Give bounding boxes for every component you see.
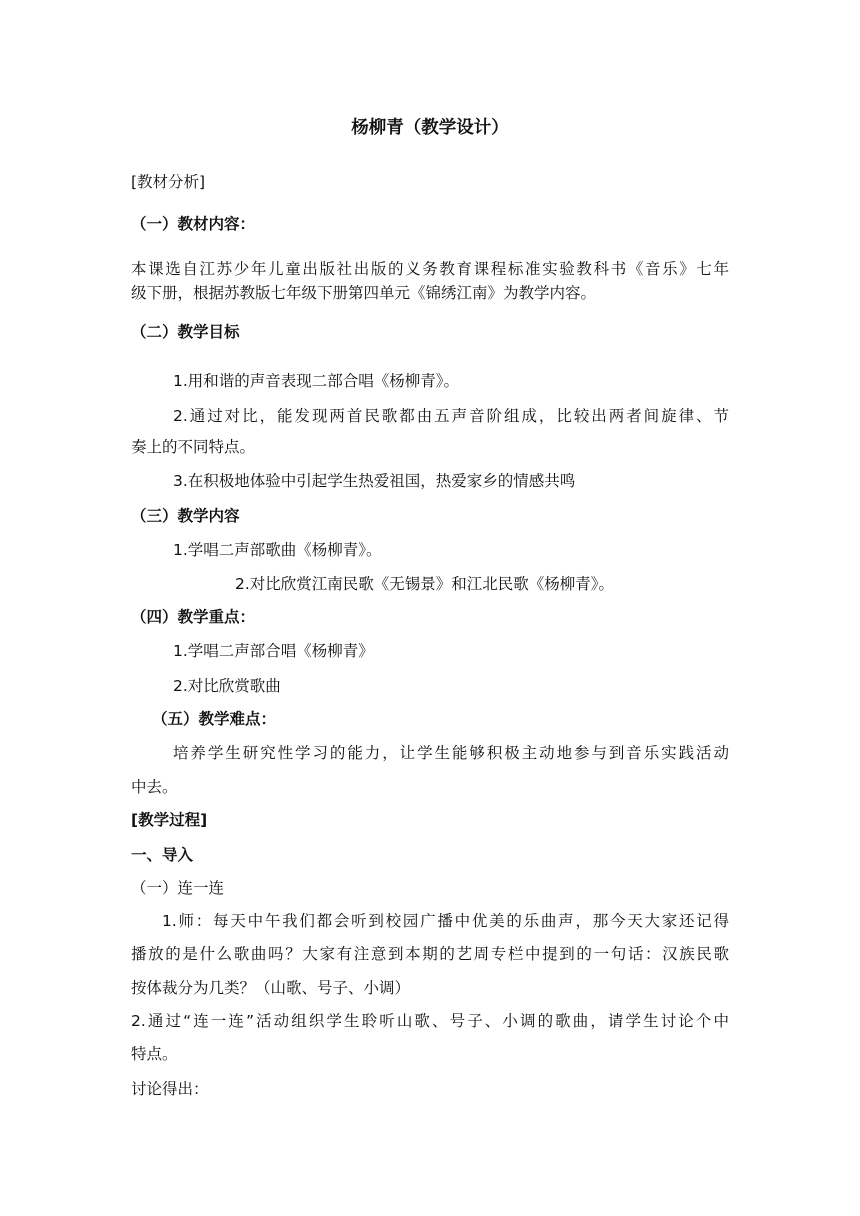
part-1-item-2-line-1: 2.通过“连一连”活动组织学生聆听山歌、号子、小调的歌曲，请学生讨论个中 bbox=[131, 1012, 729, 1030]
section-4-item-1: 1.学唱二声部合唱《杨柳青》 bbox=[173, 642, 374, 660]
process-header: [教学过程] bbox=[131, 811, 208, 829]
section-4-item-2: 2.对比欣赏歌曲 bbox=[173, 677, 281, 695]
document-title: 杨柳青（教学设计） bbox=[351, 118, 509, 138]
section-2-heading: （二）教学目标 bbox=[131, 323, 240, 341]
section-3-item-2: 2.对比欣赏江南民歌《无锡景》和江北民歌《杨柳青》。 bbox=[235, 575, 615, 593]
section-3-heading: （三）教学内容 bbox=[131, 507, 240, 525]
section-1-line-1: 本课选自江苏少年儿童出版社出版的义务教育课程标准实验教科书《音乐》七年 bbox=[131, 260, 729, 278]
part-1-item-1-line-3: 按体裁分为几类？（山歌、号子、小调） bbox=[131, 979, 411, 997]
section-2-item-2-line-2: 奏上的不同特点。 bbox=[131, 438, 256, 456]
section-2-item-1: 1.用和谐的声音表现二部合唱《杨柳青》。 bbox=[173, 372, 460, 390]
part-1-item-2-line-2: 特点。 bbox=[131, 1045, 178, 1063]
part-1-heading: 一、导入 bbox=[131, 846, 194, 864]
part-1-item-1-line-2: 播放的是什么歌曲吗？大家有注意到本期的艺周专栏中提到的一句话：汉族民歌 bbox=[131, 945, 729, 963]
section-1-heading: （一）教材内容： bbox=[131, 215, 256, 233]
section-5-heading: （五）教学难点： bbox=[152, 710, 277, 728]
analysis-header: [教材分析] bbox=[131, 173, 206, 191]
part-1-item-1-line-1: 1.师：每天中午我们都会听到校园广播中优美的乐曲声，那今天大家还记得 bbox=[162, 912, 729, 930]
section-3-item-1: 1.学唱二声部歌曲《杨柳青》。 bbox=[173, 541, 382, 559]
section-5-line-2: 中去。 bbox=[131, 778, 178, 796]
section-2-item-2-line-1: 2.通过对比，能发现两首民歌都由五声音阶组成，比较出两者间旋律、节 bbox=[173, 407, 729, 425]
section-2-item-3: 3.在积极地体验中引起学生热爱祖国，热爱家乡的情感共鸣 bbox=[173, 472, 576, 490]
section-1-line-2: 级下册，根据苏教版七年级下册第四单元《锦绣江南》为教学内容。 bbox=[131, 284, 597, 302]
discussion-label: 讨论得出： bbox=[131, 1080, 209, 1098]
part-1-subheading: （一）连一连 bbox=[131, 879, 225, 897]
section-5-line-1: 培养学生研究性学习的能力，让学生能够积极主动地参与到音乐实践活动 bbox=[173, 744, 729, 762]
section-4-heading: （四）教学重点： bbox=[131, 608, 256, 626]
